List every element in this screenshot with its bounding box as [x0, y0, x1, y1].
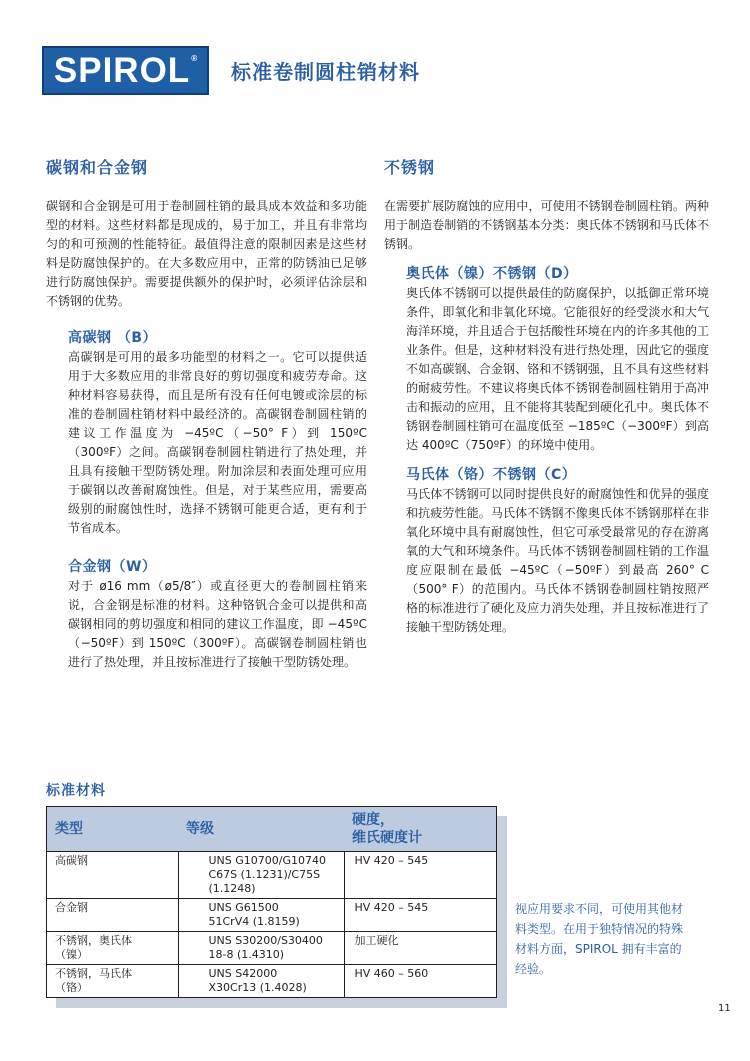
stainless-subsections: [384, 264, 709, 637]
table-row: [47, 852, 497, 899]
cell-type: 高碳钢: [47, 852, 179, 899]
registered-mark: ®: [191, 54, 198, 63]
table-row: [47, 899, 497, 932]
austenitic-text: 奥氏体不锈钢可以提供最佳的防腐保护，以抵御正常环境条件，即氧化和非氧化环境。它能很好的经受淡水和大气海洋环境，并且适合于包括酸性环境在内的许多其他的工业条件。但是，这种材料没有进行热处理，因此它的强度不如高碳钢、合金钢、铬和不锈钢强，且不具有这些材料的耐疲劳性。不建议将奥氏体不锈钢卷制圆柱销用于高冲击和振动的应用，且不能将其装配到硬化孔中。奥氏体不锈钢卷制圆柱销可在温度低至 −185ºC（−300ºF）到高达 400ºC（750ºF）的环境中使用。: [406, 286, 709, 452]
high-carbon-text: 高碳钢是可用的最多功能型的材料之一。它可以提供适用于大多数应用的非常良好的剪切强度和疲劳寿命。这种材料容易获得，而且是所有没有任何电镀或涂层的标准的卷制圆柱销材料中最经济的。高碳钢卷制圆柱销的建议工作温度为 −45ºC（−50° F）到 150ºC（300ºF）之间。高碳钢卷制圆柱销进行了热处理，并且具有接触干型防锈处理。附加涂层和表面处理可应用于碳钢以改善耐腐蚀性。但是，对于某些应用，需要高级别的耐腐蚀性时，选择不锈钢可能更合适，更有利于节省成本。: [68, 350, 367, 535]
cell-hardness: HV 460 – 560: [344, 965, 497, 998]
materials-table-title: 标准材料: [46, 783, 106, 799]
logo-text: SPIROL: [53, 51, 191, 90]
cell-grade: UNS G10700/G10740 C67S (1.1231)/C75S (1.1248): [178, 852, 344, 899]
column-header-type: 类型: [47, 807, 179, 852]
cell-hardness: HV 420 – 545: [344, 852, 497, 899]
cell-type: 不锈钢，奥氏体 （镍）: [47, 932, 179, 965]
stainless-heading: 不锈钢: [384, 158, 436, 177]
alloy-heading: 合金钢（W）: [68, 559, 157, 575]
table-header-row: [47, 807, 497, 852]
column-header-grade: 等级: [178, 807, 344, 852]
alloy-text: 对于 ø16 mm（ø5/8″）或直径更大的卷制圆柱销来说，合金钢是标准的材料。这种铬钒合金可以提供和高碳钢相同的剪切强度和相同的建议工作温度，即 −45ºC（−50ºF）到 150ºC（300ºF）。高碳钢卷制圆柱销也进行了热处理，并且按标准进行了接触干型防锈处理。: [68, 579, 367, 669]
table-row: [47, 932, 497, 965]
left-column: [46, 157, 367, 672]
cell-grade: UNS S30200/S30400 18-8 (1.4310): [178, 932, 344, 965]
materials-table: [46, 806, 497, 998]
page-number: 11: [718, 1003, 731, 1014]
cell-type: 合金钢: [47, 899, 179, 932]
cell-grade: UNS G61500 51CrV4 (1.8159): [178, 899, 344, 932]
cell-hardness: HV 420 – 545: [344, 899, 497, 932]
martensitic-heading: 马氏体（铬）不锈钢（C）: [406, 467, 577, 483]
table-row: [47, 965, 497, 998]
stainless-intro: 在需要扩展防腐蚀的应用中，可使用不锈钢卷制圆柱销。两种用于制造卷制销的不锈钢基本分类：奥氏体不锈钢和马氏体不锈钢。: [384, 199, 709, 251]
cell-type: 不锈钢，马氏体 （铬）: [47, 965, 179, 998]
carbon-alloy-heading: 碳钢和合金钢: [46, 158, 149, 177]
cell-hardness: 加工硬化: [344, 932, 497, 965]
cell-grade: UNS S42000 X30Cr13 (1.4028): [178, 965, 344, 998]
spirol-logo: [42, 46, 209, 95]
martensitic-text: 马氏体不锈钢可以同时提供良好的耐腐蚀性和优异的强度和抗疲劳性能。马氏体不锈钢不像奥氏体不锈钢那样在非氧化环境中具有耐腐蚀性，但它可承受最常见的存在游离氧的大气和环境条件。马氏体不锈钢卷制圆柱销的工作温度应限制在最低 −45ºC（−50ºF）到最高 260° C（500° F）的范围内。马氏体不锈钢卷制圆柱销按照严格的标准进行了硬化及应力消失处理，并且按标准进行了接触干型防锈处理。: [406, 487, 709, 634]
column-header-hardness: 硬度， 维氏硬度计: [344, 807, 497, 852]
carbon-alloy-intro: 碳钢和合金钢是可用于卷制圆柱销的最具成本效益和多功能型的材料。这些材料都是现成的，易于加工，并且有非常均匀的和可预测的性能特征。最值得注意的限制因素是这些材料是防腐蚀保护的。在大多数应用中，正常的防锈油已足够进行防腐蚀保护。需要提供额外的保护时，必须评估涂层和不锈钢的优势。: [46, 199, 367, 308]
right-column: [384, 157, 709, 637]
high-carbon-section: [46, 328, 367, 672]
high-carbon-heading: 高碳钢 （B）: [68, 330, 158, 346]
austenitic-heading: 奥氏体（镍）不锈钢（D）: [406, 266, 578, 282]
page-title: 标准卷制圆柱销材料: [231, 60, 420, 84]
materials-note: 视应用要求不同，可使用其他材料类型。在用于独特情况的特殊材料方面，SPIROL 拥有丰富的经验。: [515, 902, 684, 976]
